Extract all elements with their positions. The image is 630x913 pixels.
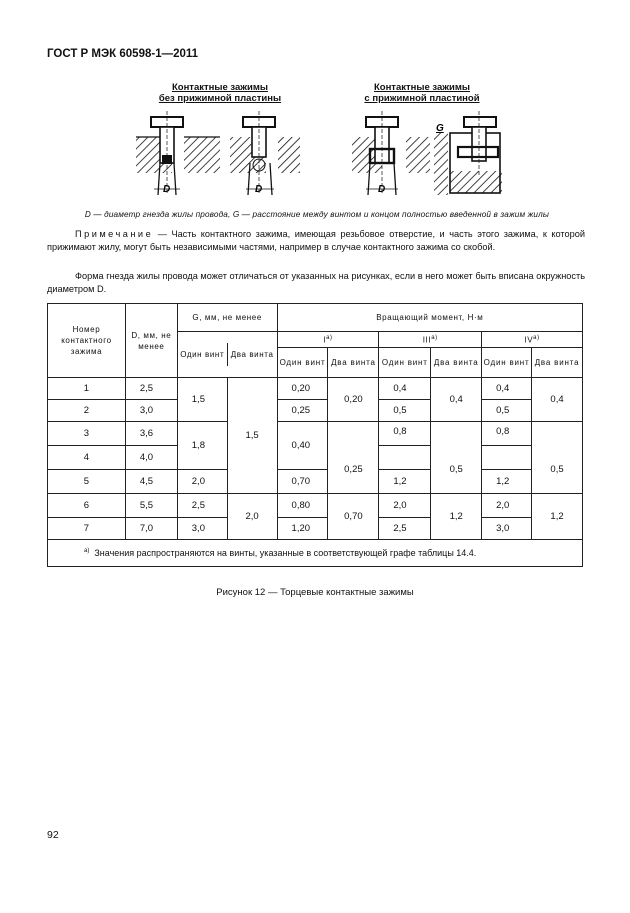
cell-iv2-r67: 1,2 <box>532 494 583 540</box>
cell-d-6: 5,5 <box>125 494 177 518</box>
cell-i1-2: 0,25 <box>277 400 328 422</box>
caption-left <box>150 82 290 104</box>
cell-g1-r34: 1,8 <box>177 422 227 470</box>
footnote-mark: а) <box>84 548 90 554</box>
caption-right-line1: Контактные зажимы <box>373 82 471 93</box>
cell-i1-5: 0,70 <box>277 470 328 494</box>
header-class-iii-sup: а) <box>431 335 438 342</box>
figure-caption: Рисунок 12 — Торцевые контактные зажимы <box>216 587 414 598</box>
cell-i2-r12: 0,20 <box>328 378 379 422</box>
header-torque: Вращающий момент, Н·м <box>277 304 582 332</box>
cell-d-5: 4,5 <box>125 470 177 494</box>
cell-iv1-6: 2,0 <box>482 494 532 518</box>
drawing-terminal-4 <box>434 111 502 195</box>
cell-i1-r34: 0,40 <box>277 422 328 470</box>
table-footnote <box>48 540 583 567</box>
header-i-one: Один винт <box>277 348 328 378</box>
cell-d-2: 3,0 <box>125 400 177 422</box>
header-iii-one: Один винт <box>379 348 431 378</box>
drawing-1-label-d: D <box>163 184 171 195</box>
cell-iv2-r12: 0,4 <box>532 378 583 422</box>
header-class-iii-label: III <box>422 335 432 345</box>
page-number: 92 <box>47 829 59 841</box>
footnote-text: Значения распространяются на винты, указанные в соответствующей графе таблицы 14.4. <box>94 548 477 558</box>
cell-i1-1: 0,20 <box>277 378 328 400</box>
cell-iii1-3: 0,8 <box>379 422 431 446</box>
cell-number-7: 7 <box>48 518 126 540</box>
figure-legend: D — диаметр гнезда жилы провода, G — расстояние между винтом и концом полностью введенной в зажим жилы <box>84 210 550 219</box>
cell-g2-r67: 2,0 <box>227 494 277 540</box>
cell-d-4: 4,0 <box>125 446 177 470</box>
drawing-4-label-g: G <box>436 123 444 134</box>
drawing-terminal-1 <box>136 111 220 195</box>
cell-iv1-7: 3,0 <box>482 518 532 540</box>
drawing-2-label-d: D <box>255 184 263 195</box>
header-iv-two: Два винта <box>532 348 583 378</box>
cell-i1-7: 1,20 <box>277 518 328 540</box>
header-g: G, мм, не менее <box>177 304 277 332</box>
terminal-drawings <box>120 105 530 205</box>
note-word: Примечание <box>75 229 154 239</box>
caption-right-line2: с прижимной пластиной <box>364 93 480 104</box>
cell-iv1-3: 0,8 <box>482 422 532 446</box>
header-class-i <box>277 332 379 348</box>
header-g-sub <box>177 332 277 378</box>
cell-iii1-2: 0,5 <box>379 400 431 422</box>
cell-iii1-1: 0,4 <box>379 378 431 400</box>
cell-i1-6: 0,80 <box>277 494 328 518</box>
drawing-terminal-3 <box>352 111 430 195</box>
cell-g1-7: 3,0 <box>177 518 227 540</box>
header-class-i-sup: а) <box>326 335 333 342</box>
caption-left-line1: Контактные зажимы <box>171 82 269 93</box>
cell-iii1-7: 2,5 <box>379 518 431 540</box>
note-paragraph <box>47 228 585 254</box>
cell-number-6: 6 <box>48 494 126 518</box>
form-paragraph: Форма гнезда жилы провода может отличаться от указанных на рисунках, если в него может быть вписана окружность диаметром D. <box>47 271 585 294</box>
note-text: — Часть контактного зажима, имеющая резьбовое отверстие, и часть этого зажима, к которой прижимают жилу, могут быть независимыми частями, например в случае контактного зажима со скобой. <box>47 229 585 252</box>
cell-i2-r35: 0,25 <box>328 422 379 494</box>
cell-i2-r67: 0,70 <box>328 494 379 540</box>
cell-iii1-5: 1,2 <box>379 470 431 494</box>
cell-number-2: 2 <box>48 400 126 422</box>
cell-iii1-6: 2,0 <box>379 494 431 518</box>
cell-g2-r15: 1,5 <box>227 378 277 494</box>
cell-d-1: 2,5 <box>125 378 177 400</box>
header-iii-two: Два винта <box>431 348 482 378</box>
cell-iii2-r35: 0,5 <box>431 422 482 494</box>
cell-d-7: 7,0 <box>125 518 177 540</box>
cell-number-5: 5 <box>48 470 126 494</box>
cell-number-1: 1 <box>48 378 126 400</box>
caption-left-line2: без прижимной пластины <box>158 93 282 104</box>
cell-iv1-4 <box>482 446 532 470</box>
header-class-i-label: I <box>323 335 327 345</box>
cell-g1-5: 2,0 <box>177 470 227 494</box>
header-class-iv-label: IV <box>524 335 534 345</box>
cell-iv1-1: 0,4 <box>482 378 532 400</box>
drawing-3-label-d: D <box>378 184 386 195</box>
header-class-iii <box>379 332 482 348</box>
header-d: D, мм, не менее <box>125 304 177 378</box>
header-class-iv <box>482 332 583 348</box>
header-iv-one: Один винт <box>482 348 532 378</box>
cell-iv1-5: 1,2 <box>482 470 532 494</box>
header-g-two: Два винта <box>230 350 274 359</box>
header-g-one: Один винт <box>178 343 228 366</box>
header-class-iv-sup: а) <box>533 335 540 342</box>
cell-iii2-r12: 0,4 <box>431 378 482 422</box>
cell-g1-r12: 1,5 <box>177 378 227 422</box>
cell-iii1-4 <box>379 446 431 470</box>
drawing-terminal-2 <box>230 111 300 195</box>
cell-iv2-r35: 0,5 <box>532 422 583 494</box>
cell-iii2-r67: 1,2 <box>431 494 482 540</box>
header-number: Номер контактного зажима <box>48 304 126 378</box>
caption-right <box>352 82 492 104</box>
cell-d-3: 3,6 <box>125 422 177 446</box>
header-i-two: Два винта <box>328 348 379 378</box>
cell-number-3: 3 <box>48 422 126 446</box>
cell-g1-6: 2,5 <box>177 494 227 518</box>
terminal-table <box>47 303 583 567</box>
cell-number-4: 4 <box>48 446 126 470</box>
document-header: ГОСТ Р МЭК 60598-1—2011 <box>47 48 199 60</box>
cell-iv1-2: 0,5 <box>482 400 532 422</box>
